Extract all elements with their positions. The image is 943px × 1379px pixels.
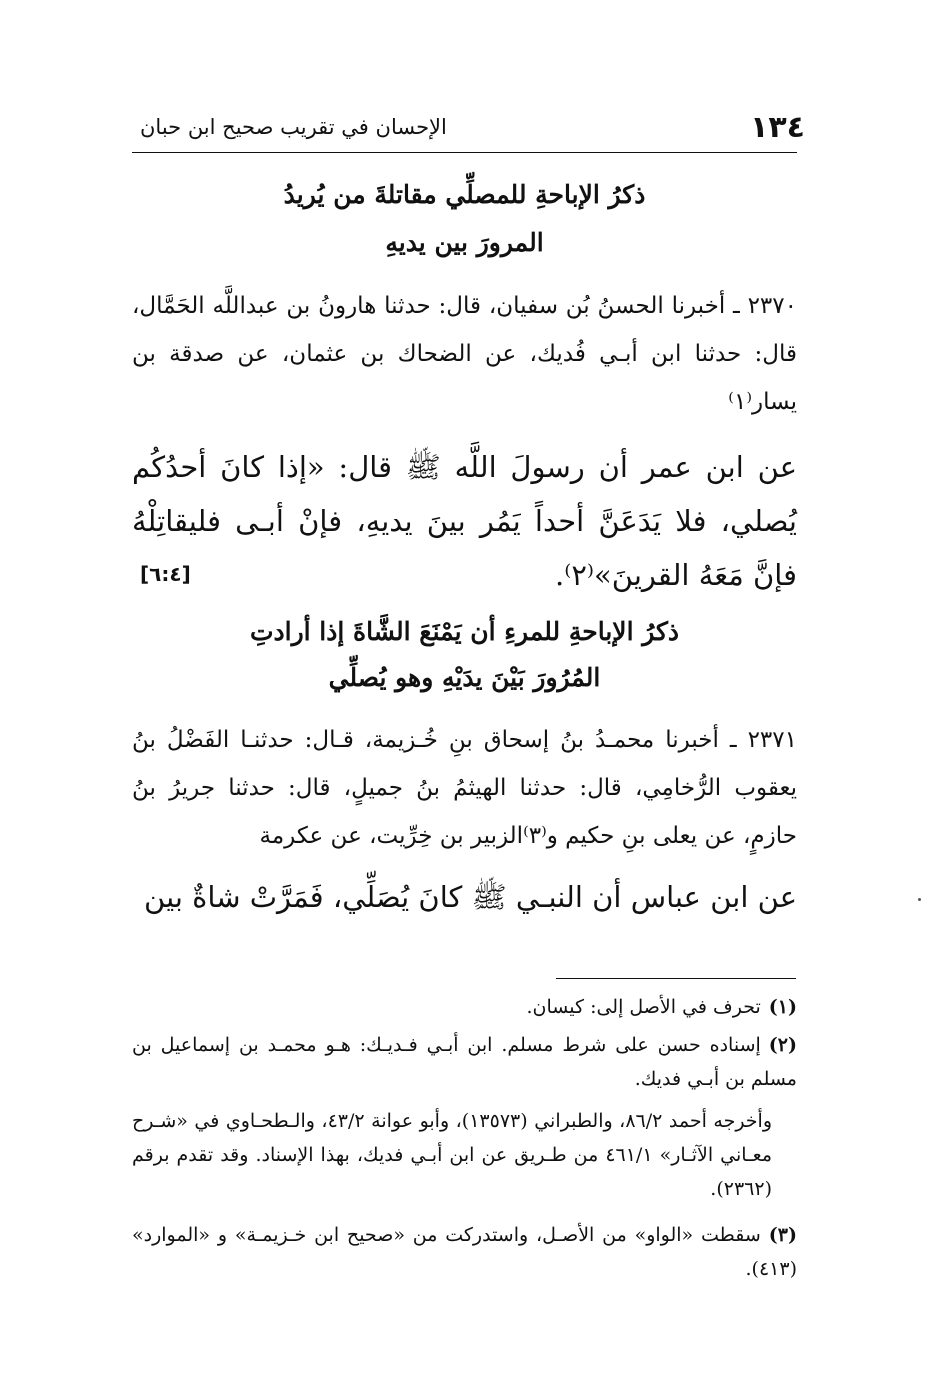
section-heading-1-line2: المرورَ بين يديهِ [385,228,544,257]
footnote-text: وأخرجه أحمد ٨٦/٢، والطبراني (١٣٥٧٣)، وأبو عوانة ٤٣/٢، والـطحـاوي في «شـرح معـاني الآثـار» ٤٦١/١ من طـريق عن ابن أبـي فديك، بهذا الإسناد. وقد تقدم برقم (٢٣٦٢). [132,1110,772,1200]
footnote-text: تحرف في الأصل إلى: كيسان. [526,996,761,1018]
footnote-3 [132,1218,797,1286]
footnote-divider [556,978,796,979]
footnote-text: سقطت «الواو» من الأصـل، واستدركت من «صحيح ابن خـزيمـة» و «الموارد» (٤١٣). [132,1224,797,1280]
hadith-2371-isnad: ٢٣٧١ ـ أخبرنا محمـدُ بنُ إسحاق بنِ خُـزيمة، قـال: حدثنـا الفَضْلُ بنُ يعقوب الرُّخامِي، قال: حدثنا الهيثمُ بنُ جميلٍ، قال: حدثنا جريرُ بنُ حازمٍ، عن يعلى بنِ حكيم و⁽٣⁾الزبير بن خِرِّيت، عن عكرمة [132,727,797,849]
hadith-2370-matn: عن ابن عمر أن رسولَ اللَّه ﷺ قال: «إذا كانَ أحدُكُم يُصلي، فلا يَدَعَنَّ أحداً يَمُر بينَ يديهِ، فإنْ أبـى فليقاتِلْهُ فإنَّ مَعَهُ القرينَ»⁽٢⁾. [132,450,797,592]
footnote-number: (٢) [768,1034,797,1056]
footnote-number: (١) [768,996,797,1018]
hadith-2370-reference: [٦:٤] [140,562,191,586]
running-title: الإحسان في تقريب صحيح ابن حبان [140,115,447,139]
footnote-text: إسناده حسن على شرط مسلم. ابن أبـي فـديـك: هـو محمـد بن إسماعيل بن مسلم بن أبـي فديك. [132,1034,797,1090]
section-heading-1-line1: ذكرُ الإباحةِ للمصلِّي مقاتلةَ من يُريدُ [283,180,646,209]
footnote-1 [132,990,797,1024]
hadith-2370-isnad: ٢٣٧٠ ـ أخبرنا الحسنُ بُن سفيان، قال: حدثنا هارونُ بن عبداللَّه الحَمَّال، قال: حدثنا ابن أبـي فُديك، عن الضحاك بن عثمان، عن صدقة بن يسار⁽١⁾ [132,293,797,415]
margin-mark [918,898,921,901]
footnote-number: (٣) [768,1224,797,1246]
header-divider [132,152,797,153]
footnote-2-continuation [132,1104,772,1206]
footnote-2 [132,1028,797,1096]
section-heading-2-line1: ذكرُ الإباحةِ للمرءِ أن يَمْنَعَ الشَّاةَ إذا أرادتِ [249,617,680,646]
section-heading-2-line2: المُرُورَ بَيْنَ يدَيْهِ وهو يُصلِّي [328,663,601,692]
page-number: ١٣٤ [750,110,805,145]
hadith-2371-matn: عن ابن عباس أن النبـي ﷺ كانَ يُصَلِّي، فَمَرَّتْ شاةٌ بين [144,880,797,914]
